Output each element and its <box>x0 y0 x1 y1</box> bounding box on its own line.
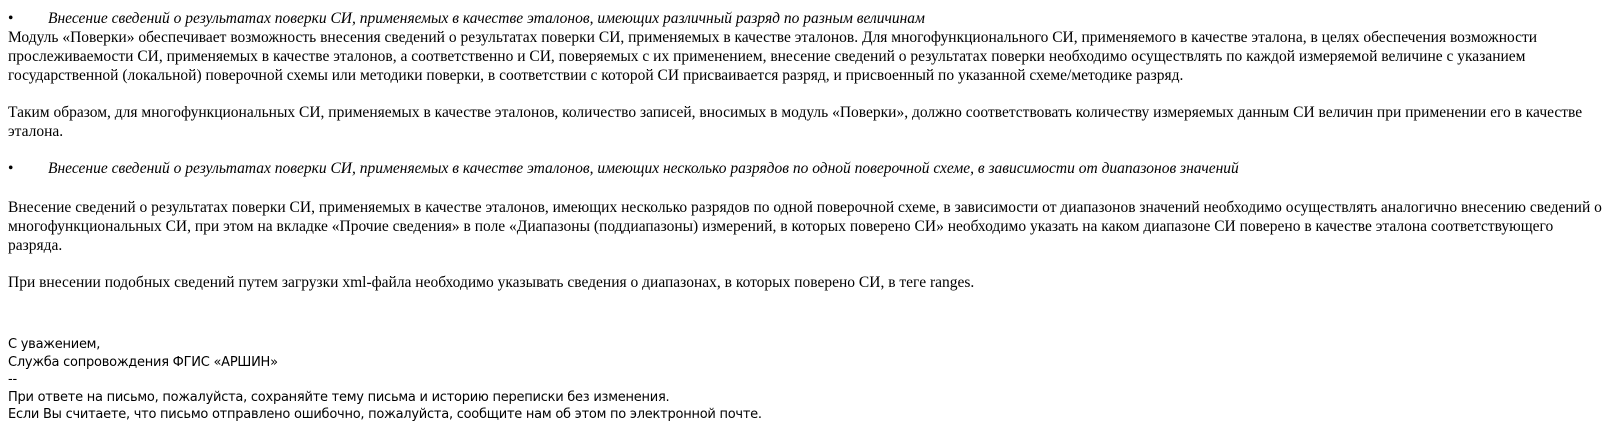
section-2-heading-text: Внесение сведений о результатах поверки СИ, применяемых в качестве эталонов, имеющих несколько разрядов по одной поверочной схеме, в зависимости от диапазонов значений <box>48 160 1239 177</box>
signature-note-error: Если Вы считаете, что письмо отправлено ошибочно, пожалуйста, сообщите нам об этом по электронной почте. <box>8 407 762 422</box>
section-2-heading <box>8 159 1608 178</box>
section-1-paragraph-1: Модуль «Поверки» обеспечивает возможность внесения сведений о результатах поверки СИ, применяемых в качестве эталонов. Для многофункционального СИ, применяемого в качестве эталона, в целях обеспечения возможности прослеживаемости СИ, применяемых в качестве эталонов, а соответственно и СИ, поверяемых с их применением, внесение сведений о результатах поверки необходимо осуществлять по каждой измеряемой величине с указанием государственной (локальной) поверочной схемы или методики поверки, в соответствии с которой СИ присваивается разряд, и присвоенный по указанной схеме/методике разряд. <box>8 29 1538 84</box>
section-2-paragraph-1: Внесение сведений о результатах поверки СИ, применяемых в качестве эталонов, имеющих несколько разрядов по одной поверочной схеме, в зависимости от диапазонов значений необходимо осуществлять аналогично внесению сведений о многофункциональных СИ, при этом на вкладке «Прочие сведения» в поле «Диапазоны (поддиапазоны) измерений, в которых поверено СИ» необходимо указать на каком диапазоне СИ поверено в качестве эталона соответствующего разряда. <box>8 199 1602 254</box>
bullet-icon: • <box>8 10 14 27</box>
section-2-paragraph-2: При внесении подобных сведений путем загрузки xml-файла необходимо указывать сведения о диапазонах, в которых поверено СИ, в теге ranges. <box>8 274 975 291</box>
signature-separator: -- <box>8 372 17 387</box>
signature-note-reply: При ответе на письмо, пожалуйста, сохраняйте тему письма и историю переписки без изменения. <box>8 389 670 405</box>
signature-greeting: С уважением, <box>8 337 101 352</box>
section-1-paragraph-2: Таким образом, для многофункциональных СИ, применяемых в качестве эталонов, количество записей, вносимых в модуль «Поверки», должно соответствовать количеству измеряемых данным СИ величин при применении его в качестве эталона. <box>8 104 1583 140</box>
email-body <box>8 9 1608 424</box>
signature-block <box>8 336 1608 424</box>
signature-sender: Служба сопровождения ФГИС «АРШИН» <box>8 354 278 370</box>
bullet-icon: • <box>8 160 14 177</box>
section-1-heading-text: Внесение сведений о результатах поверки СИ, применяемых в качестве эталонов, имеющих различный разряд по разным величинам <box>48 10 925 27</box>
section-1-heading <box>8 9 1608 28</box>
